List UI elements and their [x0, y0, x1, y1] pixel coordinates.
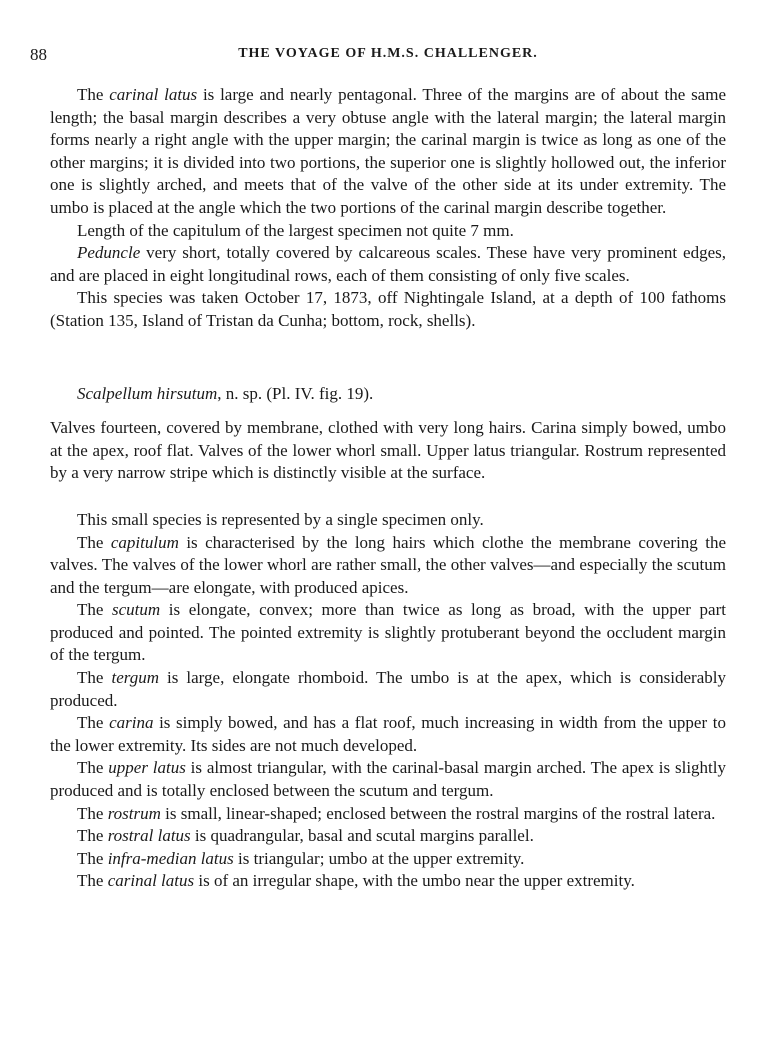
capitulum-paragraph: The capitulum is characterised by the long hairs which clothe the membrane covering the valves. The valves of the lower whorl are rather small, the other valves—and especially the scutum and the tergum—are elongate, with produced apices.	[50, 532, 726, 597]
scutum-paragraph: The scutum is elongate, convex; more than twice as long as broad, with the upper part produced and pointed. The pointed extremity is slightly protuberant beyond the occludent margin of the tergum.	[50, 600, 726, 665]
tergum-paragraph: The tergum is large, elongate rhomboid. The umbo is at the apex, which is considerably produced.	[50, 668, 726, 710]
carinal-latus-paragraph: The carinal latus is large and nearly pentagonal. Three of the margins are of about the same length; the basal margin describes a very obtuse angle with the lateral margin; the lateral margin forms nearly a right angle with the upper margin; the carinal margin is twice as long as one of the other margins; it is divided into two portions, the superior one is slightly hollowed out, the inferior one is slightly arched, and meets that of the valve of the other side at its under extremity. The umbo is placed at the angle which the two portions of the carinal margin describe together.	[50, 85, 727, 217]
running-title: THE VOYAGE OF H.M.S. CHALLENGER.	[238, 46, 538, 61]
rostral-latus-paragraph: The rostral latus is quadrangular, basal and scutal margins parallel.	[77, 826, 534, 846]
peduncle-paragraph: Peduncle very short, totally covered by calcareous scales. These have very prominent edges, and are placed in eight longitudinal rows, each of them consisting of only five scales.	[50, 243, 726, 285]
carina-paragraph: The carina is simply bowed, and has a flat roof, much increasing in width from the upper to the lower extremity. Its sides are not much developed.	[50, 713, 726, 755]
page-body	[50, 84, 726, 893]
rostrum-paragraph: The rostrum is small, linear-shaped; enclosed between the rostral margins of the rostral latera.	[77, 803, 716, 823]
species-heading: Scalpellum hirsutum, n. sp. (Pl. IV. fig. 19).	[77, 383, 374, 403]
capitulum-length-paragraph: Length of the capitulum of the largest specimen not quite 7 mm.	[77, 220, 514, 240]
locality-paragraph: This species was taken October 17, 1873, off Nightingale Island, at a depth of 100 fathoms (Station 135, Island of Tristan da Cunha; bottom, rock, shells).	[50, 288, 726, 330]
infra-median-latus-paragraph: The infra-median latus is triangular; umbo at the upper extremity.	[77, 848, 525, 868]
page-header	[30, 45, 746, 69]
page-number: 88	[30, 45, 47, 64]
specimen-paragraph: This small species is represented by a single specimen only.	[77, 509, 484, 529]
carinal-latus-description-paragraph: The carinal latus is of an irregular shape, with the umbo near the upper extremity.	[77, 871, 635, 891]
upper-latus-paragraph: The upper latus is almost triangular, with the carinal-basal margin arched. The apex is slightly produced and is totally enclosed between the scutum and tergum.	[50, 758, 726, 801]
diagnosis-paragraph: Valves fourteen, covered by membrane, clothed with very long hairs. Carina simply bowed, umbo at the apex, roof flat. Valves of the lower whorl small. Upper latus triangular. Rostrum represented by a very narrow stripe which is distinctly visible at the surface.	[50, 418, 726, 483]
